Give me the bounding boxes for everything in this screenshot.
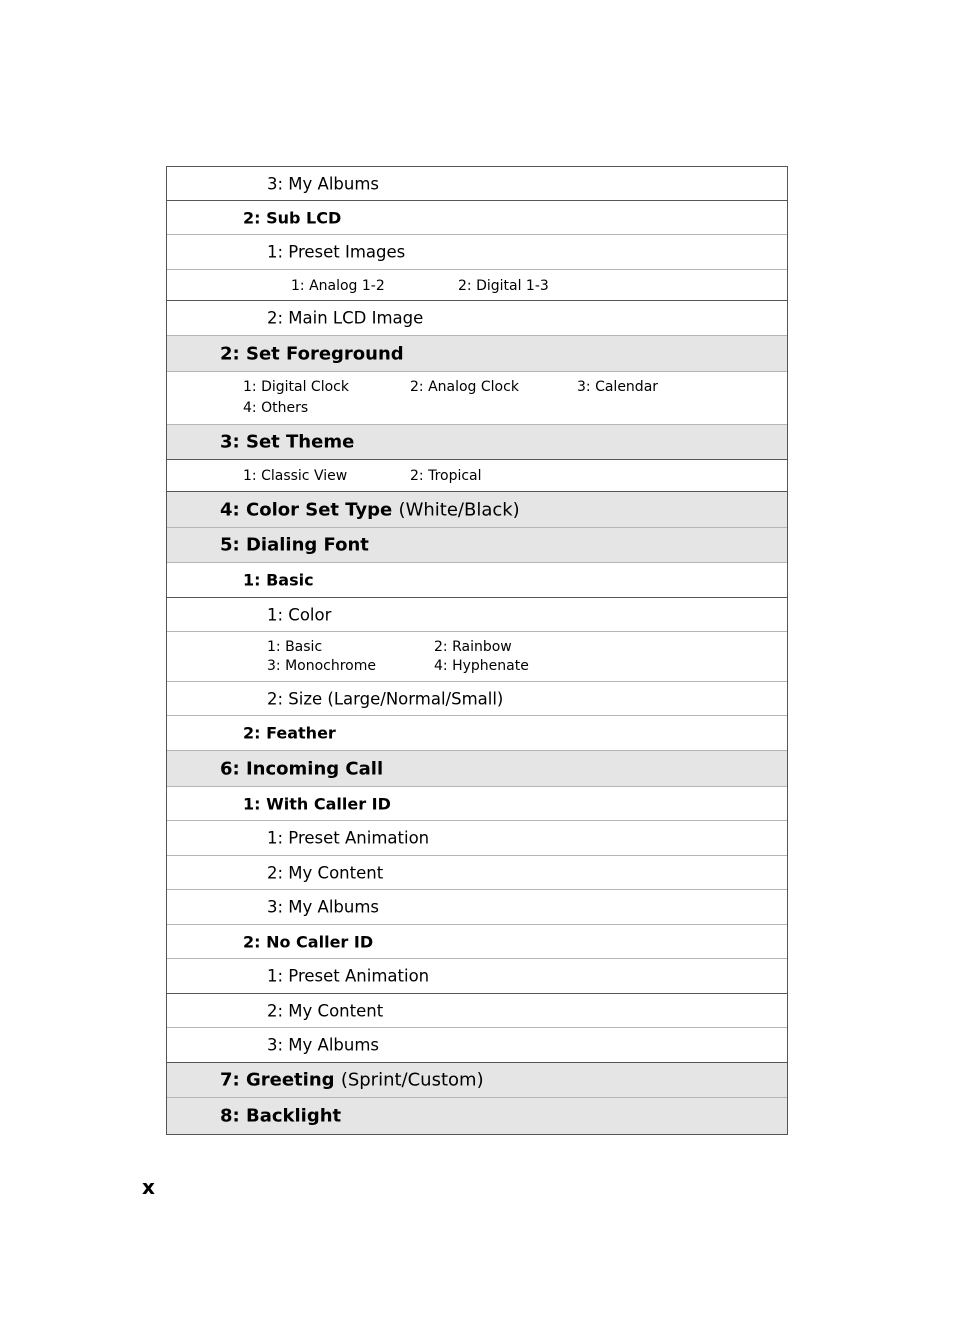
menu-item-label: 3: My Albums bbox=[267, 897, 380, 917]
menu-option: 1: Classic View bbox=[243, 468, 348, 484]
menu-option: 3: Calendar bbox=[577, 379, 659, 395]
menu-option: 4: Others bbox=[243, 400, 309, 416]
menu-row bbox=[167, 336, 787, 372]
menu-item-label: 2: Size (Large/Normal/Small) bbox=[267, 689, 504, 708]
menu-item-label: 2: Sub LCD bbox=[243, 208, 342, 227]
menu-row bbox=[167, 235, 787, 270]
menu-item-label: 1: Preset Images bbox=[267, 242, 406, 262]
menu-row bbox=[167, 890, 787, 925]
menu-row bbox=[167, 1098, 787, 1134]
menu-item-label: 2: Main LCD Image bbox=[267, 308, 424, 328]
menu-option: 3: Monochrome bbox=[267, 658, 376, 674]
menu-item-label: 3: Set Theme bbox=[220, 431, 355, 453]
menu-options-row bbox=[167, 460, 787, 492]
menu-item-label: 1: Color bbox=[267, 605, 332, 624]
menu-row bbox=[167, 682, 787, 716]
menu-item-label: 8: Backlight bbox=[220, 1105, 342, 1127]
menu-item-label: 2: No Caller ID bbox=[243, 932, 374, 951]
menu-row bbox=[167, 492, 787, 528]
menu-item-label: 2: My Content bbox=[267, 1001, 384, 1020]
menu-options-row bbox=[167, 270, 787, 301]
menu-row bbox=[167, 167, 787, 201]
menu-row bbox=[167, 959, 787, 994]
menu-row bbox=[167, 598, 787, 632]
menu-row bbox=[167, 425, 787, 460]
menu-option: 1: Analog 1-2 bbox=[291, 278, 385, 294]
menu-option: 2: Analog Clock bbox=[410, 379, 519, 395]
menu-item-label: 1: With Caller ID bbox=[243, 794, 391, 813]
menu-row bbox=[167, 787, 787, 821]
menu-row bbox=[167, 716, 787, 751]
menu-row bbox=[167, 1063, 787, 1098]
menu-item-name: 4: Color Set Type bbox=[220, 499, 393, 520]
menu-item-label bbox=[220, 499, 520, 520]
menu-item-name: 7: Greeting bbox=[220, 1069, 335, 1091]
menu-item-label: 2: Set Foreground bbox=[220, 343, 404, 364]
menu-item-label: 3: My Albums bbox=[267, 1035, 380, 1055]
menu-item-label: 1: Basic bbox=[243, 570, 314, 590]
menu-item-label: 2: Feather bbox=[243, 723, 336, 743]
menu-option: 1: Digital Clock bbox=[243, 379, 349, 395]
menu-item-suffix: (White/Black) bbox=[398, 499, 520, 520]
menu-item-label: 1: Preset Animation bbox=[267, 966, 430, 986]
menu-item-label: 3: My Albums bbox=[267, 174, 380, 193]
menu-item-label: 5: Dialing Font bbox=[220, 534, 369, 556]
menu-row bbox=[167, 563, 787, 598]
menu-item-suffix: (Sprint/Custom) bbox=[340, 1069, 484, 1091]
menu-item-label bbox=[220, 1070, 484, 1091]
menu-item-label: 6: Incoming Call bbox=[220, 758, 384, 779]
menu-row bbox=[167, 821, 787, 856]
menu-option: 1: Basic bbox=[267, 639, 323, 655]
menu-option: 4: Hyphenate bbox=[434, 658, 529, 674]
menu-row bbox=[167, 994, 787, 1028]
page-number: x bbox=[142, 1175, 155, 1199]
menu-option: 2: Tropical bbox=[410, 468, 482, 484]
menu-tree-table bbox=[166, 166, 788, 1135]
menu-row bbox=[167, 856, 787, 890]
menu-row bbox=[167, 528, 787, 563]
menu-option: 2: Digital 1-3 bbox=[458, 278, 549, 294]
menu-item-label: 1: Preset Animation bbox=[267, 828, 430, 848]
menu-row bbox=[167, 925, 787, 959]
menu-option: 2: Rainbow bbox=[434, 639, 512, 655]
menu-row bbox=[167, 751, 787, 787]
menu-row bbox=[167, 201, 787, 235]
menu-options-row bbox=[167, 372, 787, 425]
menu-options-row bbox=[167, 632, 787, 682]
menu-row bbox=[167, 1028, 787, 1063]
menu-row bbox=[167, 301, 787, 336]
menu-item-label: 2: My Content bbox=[267, 863, 384, 882]
